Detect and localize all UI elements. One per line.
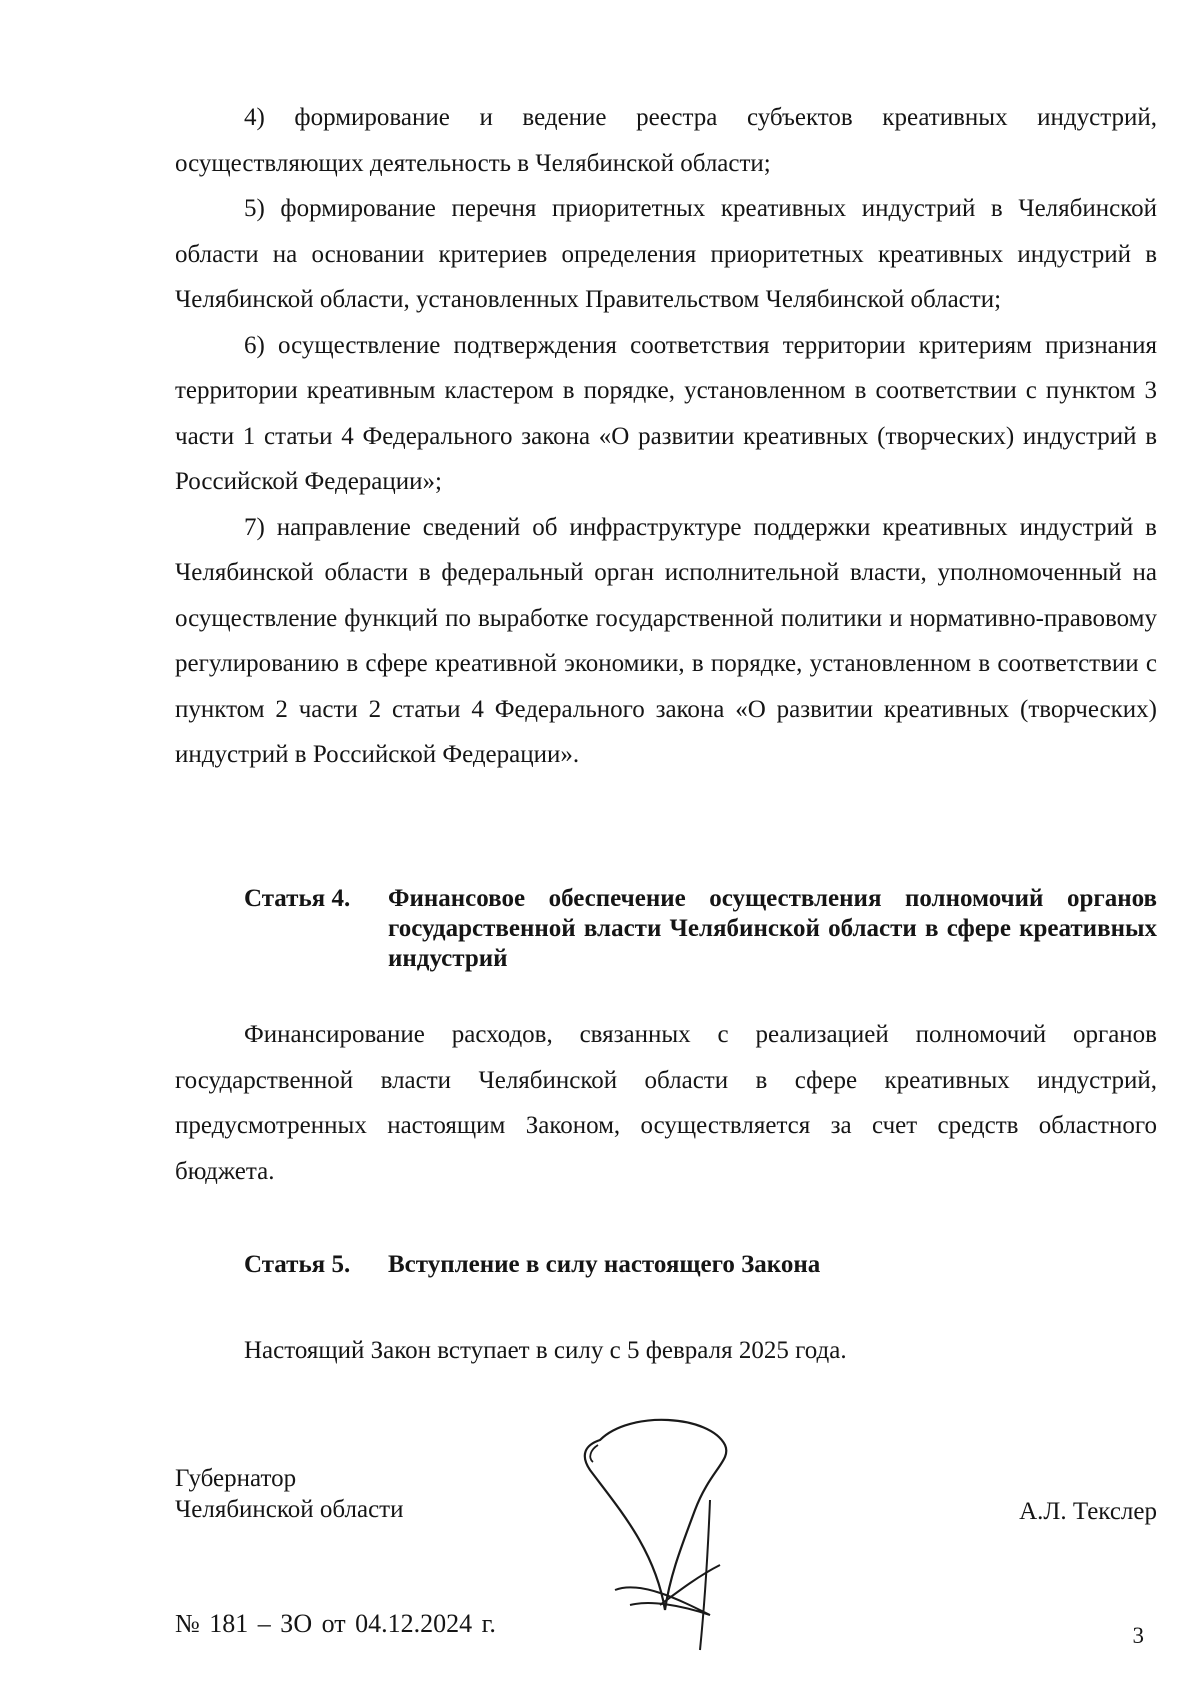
article-number: Статья 5.	[244, 1251, 351, 1278]
article-title: Вступление в силу настоящего Закона	[388, 1251, 821, 1278]
list-item: 5) формирование перечня приоритетных креативных индустрий в Челябинской области на основании критериев определения приоритетных креативных индустрий в Челябинской области, установленных Правительством Челябинской области;	[175, 195, 1157, 313]
handwritten-signature	[560, 1400, 760, 1670]
article-number: Статья 4.	[244, 885, 351, 912]
article-5-heading	[244, 1250, 1157, 1280]
powers-list	[175, 95, 1157, 778]
article-5-body	[175, 1328, 1157, 1374]
position-line: Челябинской области	[175, 1496, 404, 1523]
law-number: № 181 – ЗО от 04.12.2024 г.	[175, 1609, 496, 1638]
article-4-body	[175, 1012, 1157, 1194]
article-paragraph: Финансирование расходов, связанных с реализацией полномочий органов государственной власти Челябинской области в сфере креативных индустрий, предусмотренных настоящим Законом, осуществляется за счет средств областного бюджета.	[175, 1021, 1157, 1185]
position-line: Губернатор	[175, 1465, 297, 1492]
article-paragraph: Настоящий Закон вступает в силу с 5 февраля 2025 года.	[244, 1337, 847, 1364]
article-title: Финансовое обеспечение осуществления полномочий органов государственной власти Челябинской области в сфере креативных индустрий	[388, 885, 1157, 972]
list-item: 6) осуществление подтверждения соответствия территории критериям признания территории креативным кластером в порядке, установленном в соответствии с пунктом 3 части 1 статьи 4 Федерального закона «О развитии креативных (творческих) индустрий в Российской Федерации»;	[175, 331, 1157, 495]
signatory-name: А.Л. Текслер	[1019, 1498, 1157, 1525]
article-4-heading	[244, 884, 1157, 974]
list-item: 7) направление сведений об инфраструктуре поддержки креативных индустрий в Челябинской области в федеральный орган исполнительной власти, уполномоченный на осуществление функций по выработке государственной политики и нормативно-правовому регулированию в сфере креативной экономики, в порядке, установленном в соответствии с пунктом 2 части 2 статьи 4 Федерального закона «О развитии креативных (творческих) индустрий в Российской Федерации».	[175, 513, 1157, 768]
list-item: 4) формирование и ведение реестра субъектов креативных индустрий, осуществляющих деятельность в Челябинской области;	[175, 104, 1157, 177]
signatory-position	[175, 1463, 403, 1525]
page-number: 3	[1132, 1623, 1144, 1648]
